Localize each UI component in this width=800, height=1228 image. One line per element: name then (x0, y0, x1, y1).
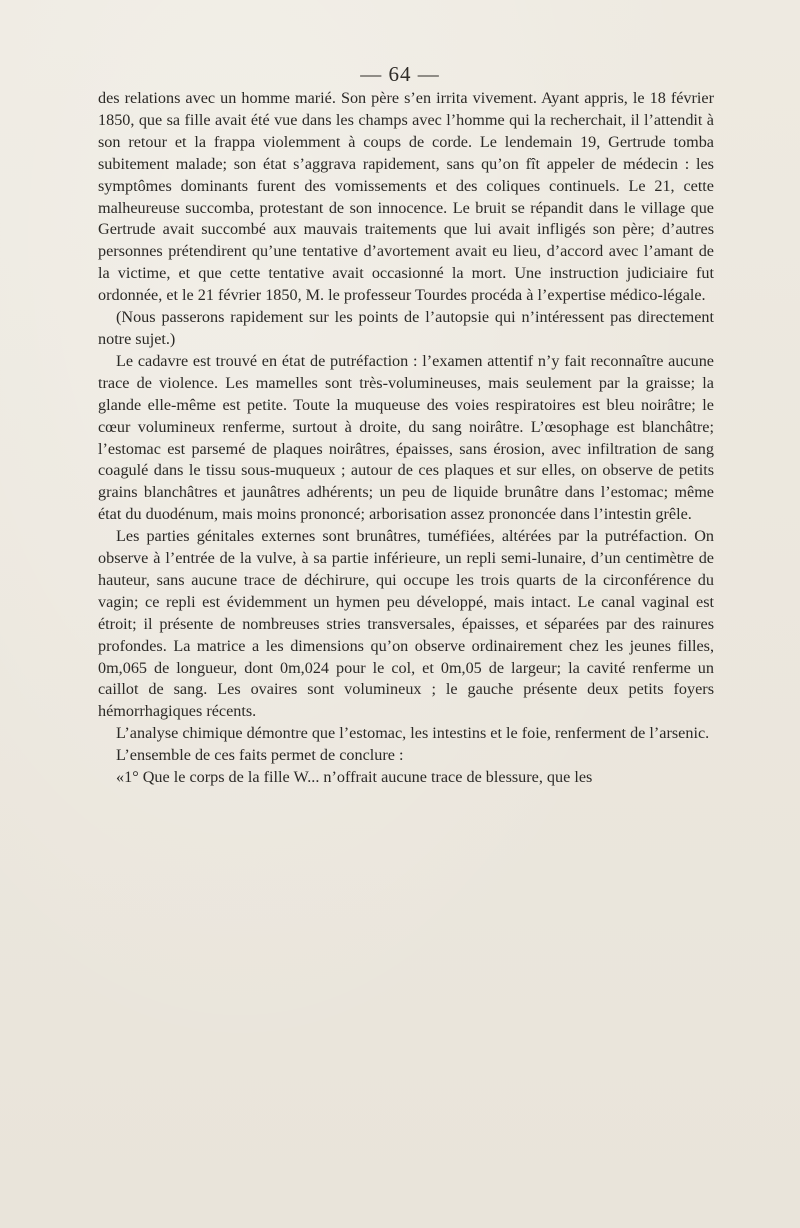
paragraph-conclusion-first: «1° Que le corps de la fille W... n’offrait aucune trace de blessure, que les (116, 768, 593, 787)
page-number (0, 62, 800, 87)
paragraph-autopsy-note: (Nous passerons rapidement sur les points de l’autopsie qui n’intéressent pas directement notre sujet.) (98, 308, 714, 348)
paragraph-conclusion-intro: L’ensemble de ces faits permet de conclure : (116, 746, 404, 765)
paragraph-genital-findings: Les parties génitales externes sont brunâtres, tuméfiées, altérées par la putréfaction. On observe à l’entrée de la vulve, à sa partie inférieure, un repli semi-lunaire, d’un centimètre de hauteur, sans aucune trace de déchirure, qui occupe les trois quarts de la circonférence du vagin; ce repli est évidemment un hymen peu développé, mais intact. Le canal vaginal est étroit; il présente de nombreuses stries transversales, épaisses, et séparées par des rainures profondes. La matrice a les dimensions qu’on observe ordinairement chez les jeunes filles, 0m,065 de longueur, dont 0m,024 pour le col, et 0m,05 de largeur; la cavité renferme un caillot de sang. Les ovaires sont volumineux ; le gauche présente deux petits foyers hémorrhagiques récents. (98, 527, 714, 721)
paragraph-cadaver-findings: Le cadavre est trouvé en état de putréfaction : l’examen attentif n’y fait reconnaître aucune trace de violence. Les mamelles sont très-volumineuses, mais seulement par la graisse; la glande elle-même est petite. Toute la muqueuse des voies respiratoires est bleu noirâtre; le cœur volumineux renferme, surtout à droite, du sang noirâtre. L’œsophage est blanchâtre; l’estomac est parsemé de plaques noirâtres, épaisses, sans érosion, avec infiltration de sang coagulé dans le tissu sous-muqueux ; autour de ces plaques et sur elles, on observe de petits grains blanchâtres et jaunâtres adhérents; un peu de liquide brunâtre dans l’estomac; même état du duodénum, mais moins prononcé; arborisation assez prononcée dans l’intestin grêle. (98, 351, 714, 524)
paragraph-case-history: des relations avec un homme marié. Son père s’en irrita vivement. Ayant appris, le 18 février 1850, que sa fille avait été vue dans les champs avec l’homme qui la recherchait, il l’attendit à son retour et la frappa violemment à coups de corde. Le lendemain 19, Gertrude tomba subitement malade; son état s’aggrava rapidement, sans qu’on fît appeler de médecin : les symptômes dominants furent des vomissements et des coliques continuels. Le 21, cette malheureuse succomba, protestant de son innocence. Le bruit se répandit dans le village que Gertrude avait succombé aux mauvais traitements que lui avait infligés son père; d’autres personnes prétendirent qu’une tentative d’avortement avait eu lieu, d’accord avec l’amant de la victime, et que cette tentative avait occasionné la mort. Une instruction judiciaire fut ordonnée, et le 21 février 1850, M. le professeur Tourdes procéda à l’expertise médico-légale. (98, 89, 714, 305)
body-text (98, 88, 714, 789)
paragraph-chemical-analysis: L’analyse chimique démontre que l’estomac, les intestins et le foie, renferment de l’arsenic. (116, 724, 710, 743)
page-number-text: — 64 — (360, 62, 440, 86)
